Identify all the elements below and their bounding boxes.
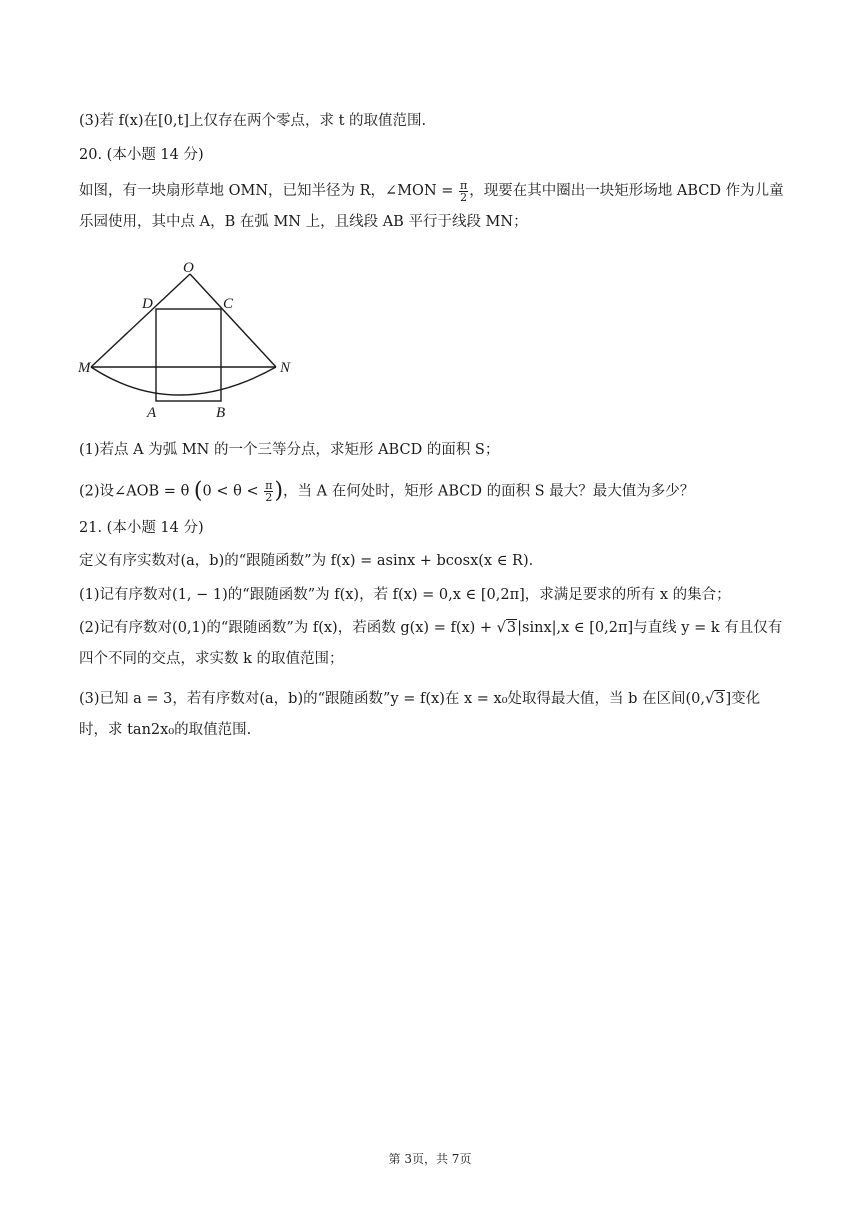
question-20-header: 20. (本小题 14 分) — [79, 147, 204, 163]
question-21-header: 21. (本小题 14 分) — [79, 520, 204, 536]
q20p2-inequality: 0 < θ < — [202, 483, 259, 500]
paren-close: ) — [274, 478, 284, 504]
question-20-stem — [79, 176, 784, 238]
question-21-stem: 定义有序实数对(a，b)的“跟随函数”为 f(x) = asinx + bcosx(x ∈ R). — [79, 553, 534, 569]
page-footer: 第 3页，共 7页 — [388, 1152, 472, 1166]
angle-fraction-denominator: 2 — [460, 190, 468, 204]
label-D: D — [142, 296, 153, 312]
sqrt-3-interval: 3 — [715, 691, 725, 707]
q21p3-part1: (3)已知 a = 3，若有序数对(a，b)的“跟随函数”y = f(x)在 x = x₀处取得最大值，当 b 在区间(0,√ — [79, 691, 715, 707]
angle-fraction — [459, 180, 468, 203]
paren-open: ( — [193, 478, 203, 504]
label-A: A — [147, 405, 157, 421]
question-21-part-2 — [79, 613, 784, 675]
theta-bound-denominator: 2 — [265, 491, 273, 504]
radius-OM — [91, 274, 190, 367]
q20-stem-part1: 如图，有一块扇形草地 OMN，已知半径为 R，∠MON = — [79, 183, 454, 199]
sqrt-3-radicand: 3 — [506, 620, 517, 636]
q21p2-part1: (2)记有序数对(0,1)的“跟随函数”为 f(x)，若函数 g(x) = f(x) + √ — [79, 620, 506, 636]
question-21-part-3 — [79, 684, 784, 746]
label-N: N — [280, 360, 291, 376]
q20p2-part1: (2)设∠AOB = θ — [79, 483, 190, 500]
label-B: B — [216, 405, 226, 421]
question-19-part-3: (3)若 f(x)在[0,t]上仅存在两个零点，求 t 的取值范围. — [79, 113, 427, 129]
angle-fraction-numerator: π — [460, 178, 468, 192]
arc-MN — [91, 367, 276, 395]
rectangle-ABCD — [156, 309, 221, 401]
q21p2-part2: |sinx|,x ∈ [0,2π]与直线 y = k 有且仅有四个不同的交点，求实数 k 的取值范围； — [79, 620, 783, 667]
theta-bound-numerator: π — [265, 479, 273, 492]
theta-bound-fraction — [264, 480, 273, 503]
sector-figure — [76, 258, 301, 422]
q20-stem-part2: ，现要在其中圈出一块矩形场地 ABCD 作为儿童乐园使用，其中点 A，B 在弧 MN 上，且线段 AB 平行于线段 MN； — [79, 183, 784, 230]
label-O: O — [183, 260, 194, 276]
question-21-part-1: (1)记有序数对(1, − 1)的“跟随函数”为 f(x)，若 f(x) = 0,x ∈ [0,2π]，求满足要求的所有 x 的集合； — [79, 587, 731, 603]
q21p3-part2: ]变化时，求 tan2x₀的取值范围. — [79, 691, 761, 738]
question-20-part-1: (1)若点 A 为弧 MN 的一个三等分点，求矩形 ABCD 的面积 S； — [79, 442, 500, 458]
label-C: C — [223, 296, 234, 312]
q20p2-part2: ，当 A 在何处时，矩形 ABCD 的面积 S 最大？最大值为多少？ — [283, 483, 695, 500]
question-20-part-2 — [79, 480, 694, 503]
label-M: M — [78, 360, 91, 376]
radius-ON — [190, 274, 276, 367]
